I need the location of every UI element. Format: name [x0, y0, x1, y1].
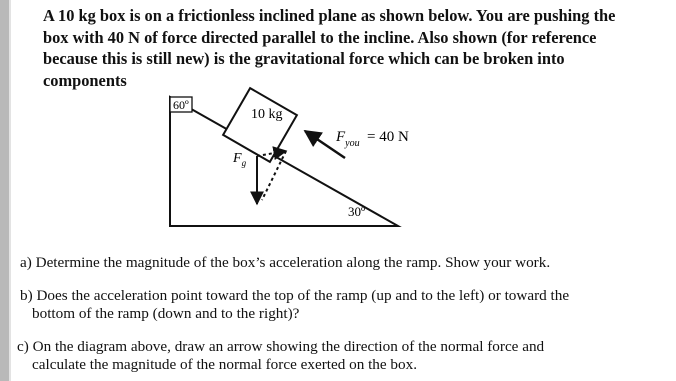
- question-b-line-2: bottom of the ramp (down and to the right)?: [32, 305, 300, 322]
- box-mass-label: 10 kg: [251, 107, 283, 122]
- question-a-line-1: a) Determine the magnitude of the box’s acceleration along the ramp. Show your work.: [20, 254, 551, 271]
- question-c-line-2: calculate the magnitude of the normal force exerted on the box.: [32, 356, 418, 373]
- angle-60-label: 60º: [173, 98, 189, 112]
- intro-line-1: A 10 kg box is on a frictionless inclined plane as shown below. You are pushing the: [43, 6, 616, 25]
- intro-line-3: because this is still new) is the gravitational force which can be broken into: [43, 49, 565, 68]
- question-c-line-1: c) On the diagram above, draw an arrow showing the direction of the normal force and: [17, 338, 545, 355]
- fg-label: $F_g$: [233, 151, 247, 168]
- fyou-label: $F_{you}$: [336, 129, 360, 149]
- question-a: [0, 254, 676, 272]
- question-b: [0, 287, 676, 323]
- fyou-value: = 40 N: [367, 129, 409, 145]
- question-b-line-1: b) Does the acceleration point toward the top of the ramp (up and to the left) or toward the: [20, 287, 570, 304]
- angle-30-label: 30º: [348, 204, 366, 219]
- question-c: [0, 338, 676, 374]
- intro-line-4: components: [43, 70, 127, 90]
- intro-line-2: box with 40 N of force directed parallel to the incline. Also shown (for reference: [43, 27, 597, 47]
